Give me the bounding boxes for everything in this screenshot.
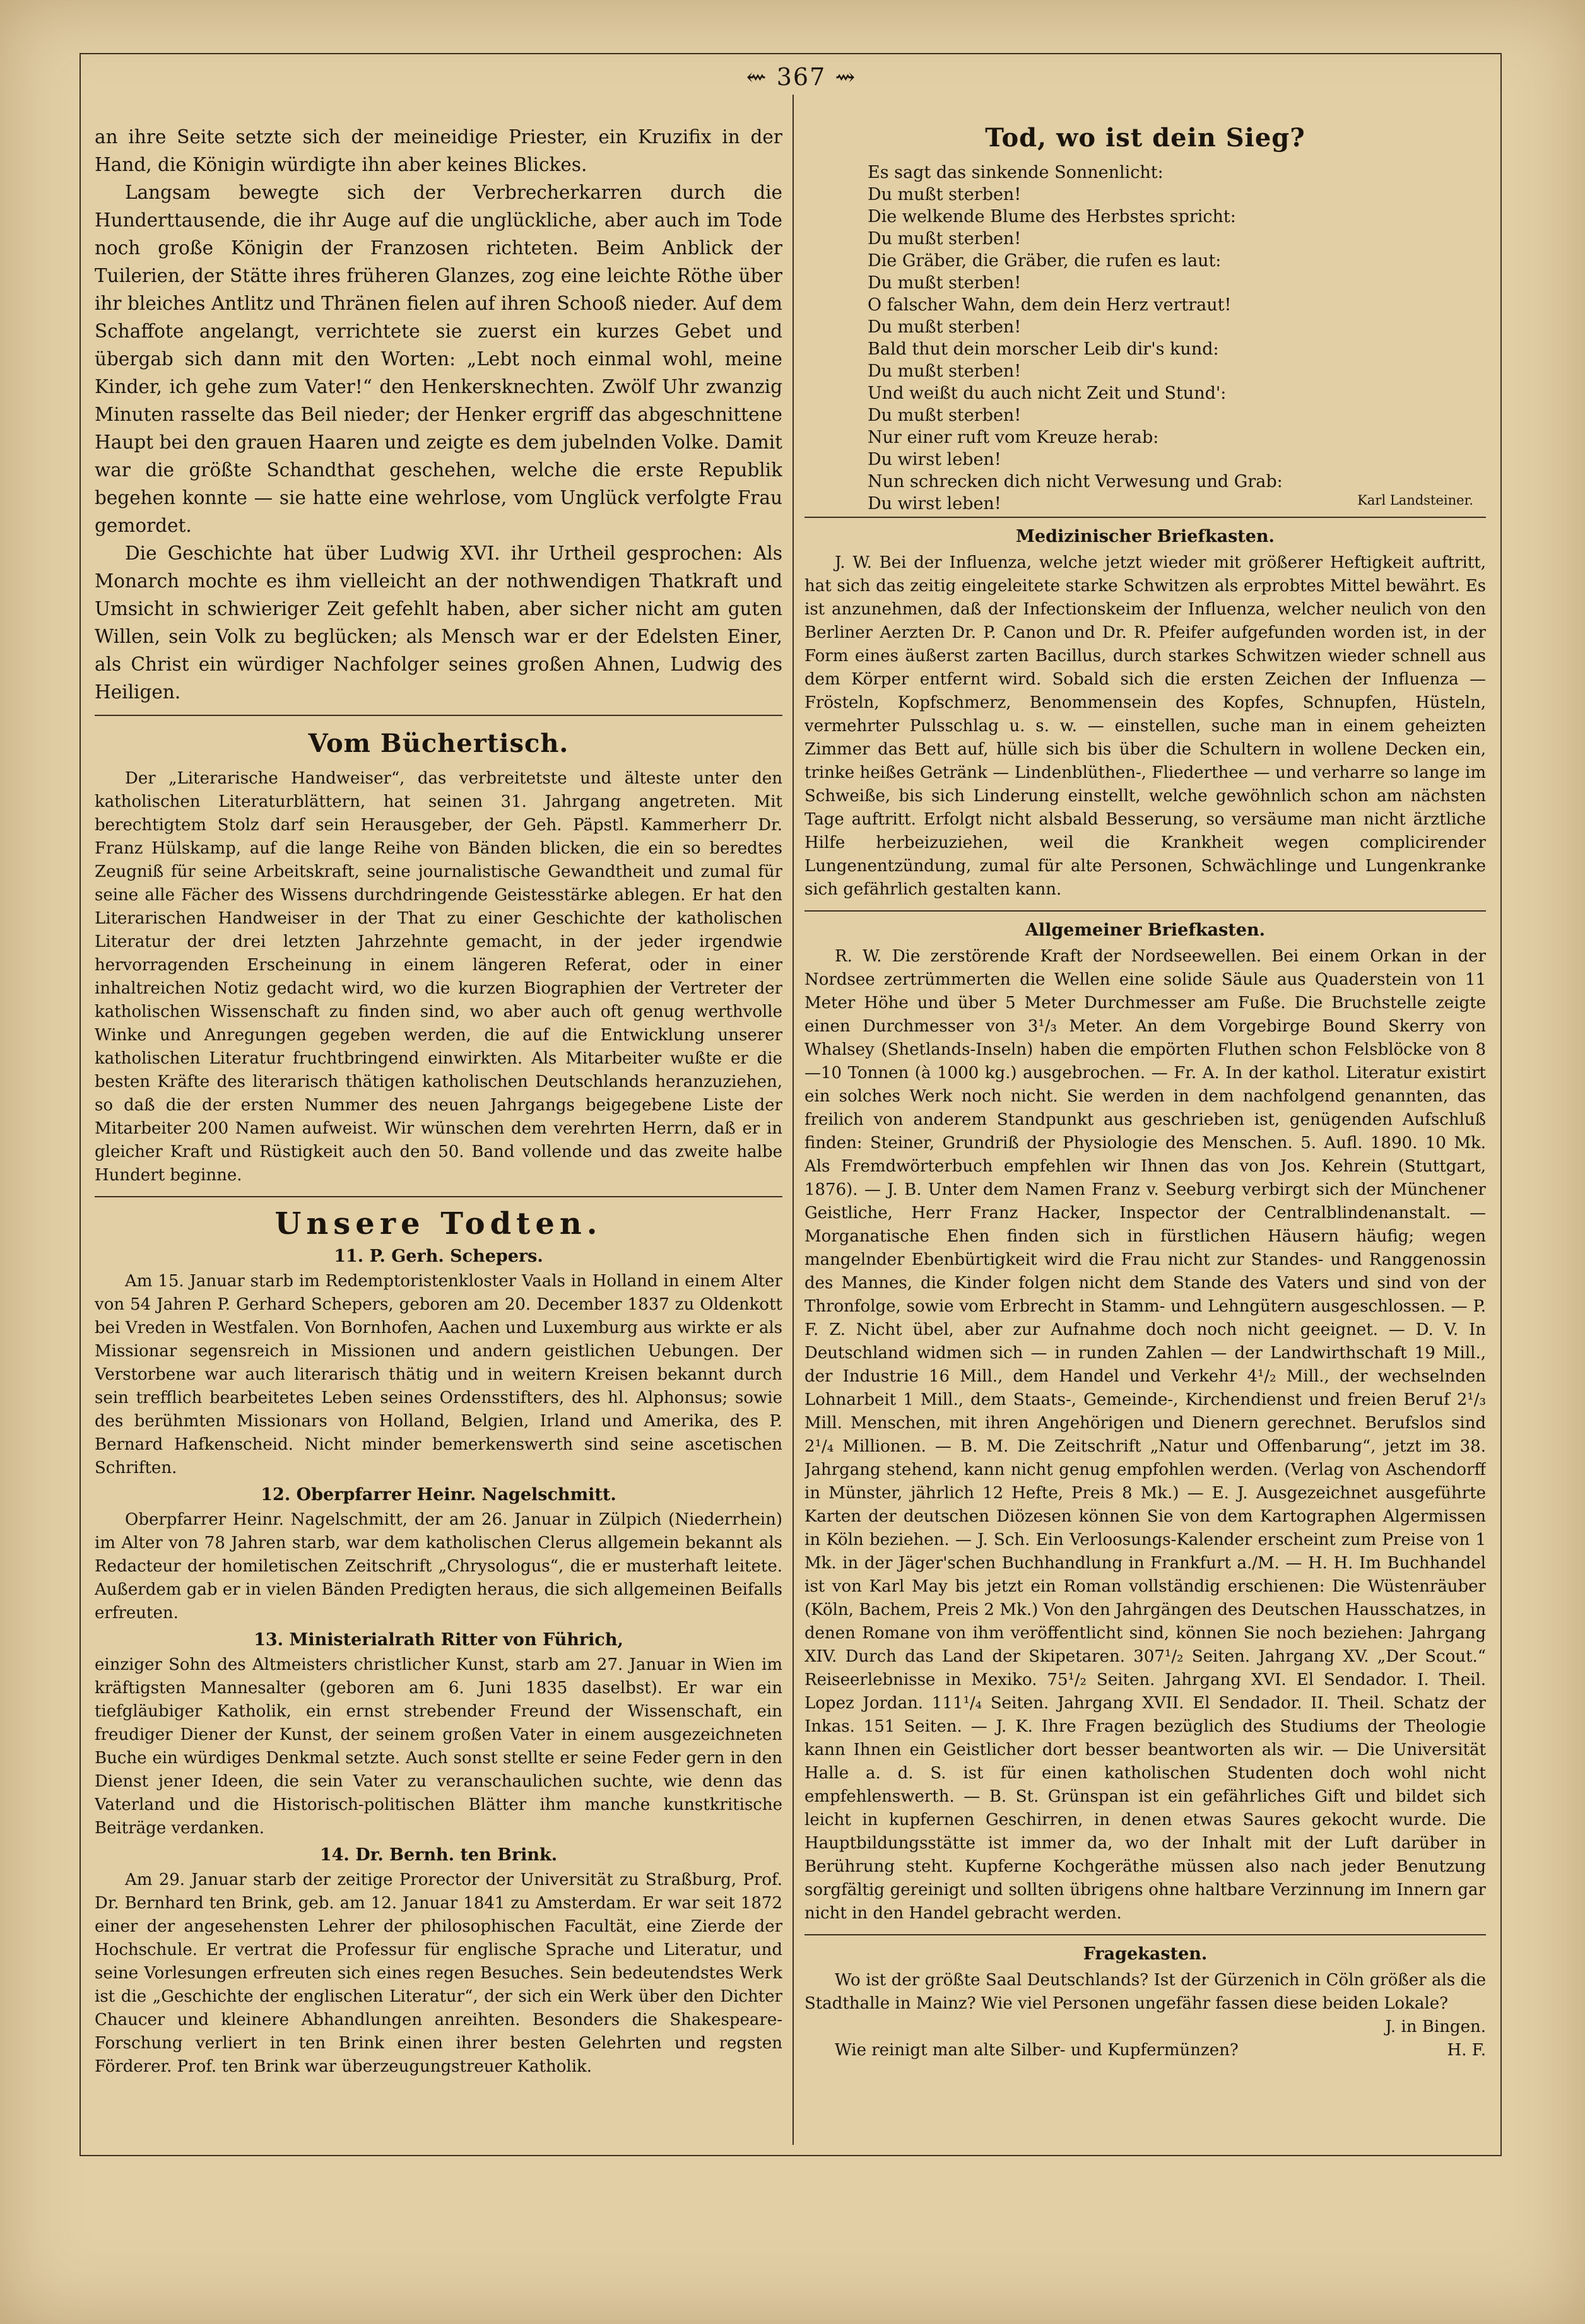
poem bbox=[804, 161, 1486, 515]
page-number: 367 bbox=[776, 63, 827, 91]
paragraph: Langsam bewegte sich der Verbrecherkarren durch die Hunderttausende, die ihr Auge auf die unglückliche, aber auch im Tode noch große Königin der Franzosen richteten. Beim Anblick der Tuilerien, der Stätte ihres früheren Glanzes, zog eine leichte Röthe über ihr bleiches Antlitz und Thränen fielen auf ihren Schooß nieder. Auf dem Schaffote angelangt, verrichtete sie zuerst ein kurzes Gebet und übergab sich dann mit den Worten: „Lebt noch einmal wohl, meine Kinder, ich gehe zum Vater!“ den Henkersknechten. Zwölf Uhr zwanzig Minuten rasselte das Beil nieder; der Henker ergriff das abgeschnittene Haupt bei den grauen Haaren und zeigte es dem jubelnden Volke. Damit war die größte Schandthat geschehen, welche die erste Republik begehen konnte — sie hatte eine wehrlose, vom Unglück verfolgte Frau gemordet. bbox=[95, 182, 782, 536]
section-heading-allgemein: Allgemeiner Briefkasten. bbox=[1025, 920, 1266, 940]
poem-line: Die welkende Blume des Herbstes spricht: bbox=[868, 207, 1236, 226]
poem-line: Du mußt sterben! bbox=[868, 229, 1022, 249]
question bbox=[804, 2039, 1486, 2062]
poem-line: Du mußt sterben! bbox=[868, 406, 1022, 425]
left-column bbox=[95, 123, 782, 2148]
paragraph: an ihre Seite setzte sich der meineidige Priester, ein Kruzifix in der Hand, die Königin würdigte ihn aber keines Blickes. bbox=[95, 126, 782, 175]
question-signature: H. F. bbox=[1447, 2041, 1486, 2060]
paragraph: Der „Literarische Handweiser“, das verbreitetste und älteste unter den katholischen Literaturblättern, hat seinen 31. Jahrgang angetreten. Mit berechtigtem Stolz darf sein Herausgeber, der Geh. Päpstl. Kammerherr Dr. Franz Hülskamp, auf die lange Reihe von Bänden blicken, die ein so beredtes Zeugniß für seine Arbeitskraft, seine journalistische Gewandtheit und zumal für seine alle Fächer des Wissens durchdringende Geistesstärke ablegen. Er hat den Literarischen Handweiser in der That zu einer Geschichte der katholischen Literatur der drei letzten Jahrzehnte gemacht, in der jeder irgendwie hervorragenden Erscheinung in einem längeren Referat, oder in einer inhaltreichen Notiz gedacht wird, wo die kurzen Biographien der Vertreter der katholischen Wissenschaft zu finden sind, wo aber auch oft genug werthvolle Winke und Anregungen gegeben werden, die auf die Entwicklung unserer katholischen Literatur fruchtbringend einwirkten. Als Mitarbeiter wußte er die besten Kräfte des literarisch thätigen katholischen Deutschlands heranzuziehen, so daß die der ersten Nummer des neuen Jahrgangs beigegebene Liste der Mitarbeiter 200 Namen aufweist. Wir wünschen dem verehrten Herrn, daß er in gleicher Kraft und Rüstigkeit auch den 50. Band vollende und das zweite halbe Hundert beginne. bbox=[95, 769, 782, 1185]
question-text: Wie reinigt man alte Silber- und Kupfermünzen? bbox=[835, 2041, 1239, 2060]
poem-line: Du mußt sterben! bbox=[868, 185, 1022, 204]
paragraph: Die Geschichte hat über Ludwig XVI. ihr Urtheil gesprochen: Als Monarch mochte es ihm vielleicht an der nothwendigen Thatkraft und Umsicht in schwieriger Zeit gefehlt haben, aber sicher nicht am guten Willen, sein Volk zu beglücken; als Mensch war er der Edelsten Einer, als Christ ein würdiger Nachfolger seines großen Ahnen, Ludwig des Heiligen. bbox=[95, 543, 782, 703]
question bbox=[804, 1969, 1486, 2036]
section-heading-fragekasten: Fragekasten. bbox=[1083, 1944, 1208, 1964]
poem-heading: Tod, wo ist dein Sieg? bbox=[985, 123, 1305, 153]
section-rule bbox=[804, 1934, 1486, 1935]
section-rule bbox=[804, 517, 1486, 518]
poem-line: Du mußt sterben! bbox=[868, 273, 1022, 293]
ornament-right-icon: ⇝ bbox=[835, 63, 857, 91]
section-heading-todten: Unsere Todten. bbox=[274, 1206, 603, 1241]
question-text: Wo ist der größte Saal Deutschlands? Ist der Gürzenich in Cöln größer als die Stadthalle in Mainz? Wie viel Personen ungefähr fassen diese beiden Lokale? bbox=[804, 1971, 1486, 2013]
poem-line: O falscher Wahn, dem dein Herz vertraut! bbox=[868, 295, 1232, 315]
section-heading-buechertisch: Vom Büchertisch. bbox=[308, 729, 569, 758]
poem-line: Nun schrecken dich nicht Verwesung und Grab: bbox=[868, 472, 1283, 491]
section-rule bbox=[95, 1196, 782, 1197]
obituary-title: 13. Ministerialrath Ritter von Führich, bbox=[254, 1630, 623, 1650]
page-header bbox=[707, 63, 896, 91]
obituary-title: 11. P. Gerh. Schepers. bbox=[334, 1247, 543, 1266]
section-rule bbox=[804, 910, 1486, 912]
poem-line: Du mußt sterben! bbox=[868, 317, 1022, 337]
poem-line: Bald thut dein morscher Leib dir's kund: bbox=[868, 339, 1219, 359]
poem-line: Es sagt das sinkende Sonnenlicht: bbox=[868, 163, 1164, 182]
paragraph: R. W. Die zerstörende Kraft der Nordseewellen. Bei einem Orkan in der Nordsee zertrümmerten die Wellen eine solide Säule aus Quaderstein von 11 Meter Höhe und über 5 Meter Durchmesser am Fuße. Die Bruchstelle zeigte einen Durchmesser von 3¹/₃ Meter. An dem Vorgebirge Bound Skerry von Whalsey (Shetlands-Inseln) haben die empörten Fluthen schon Felsblöcke von 8—10 Tonnen (à 1000 kg.) ausgebrochen. — Fr. A. In der kathol. Literatur existirt ein solches Werk noch nicht. Sie werden in dem nachfolgend genannten, das freilich von anderem Standpunkt aus geschrieben ist, genügenden Aufschluß finden: Steiner, Grundriß der Physiologie des Menschen. 5. Aufl. 1890. 10 Mk. Als Fremdwörterbuch empfehlen wir Ihnen das von Jos. Kehrein (Stuttgart, 1876). — J. B. Unter dem Namen Franz v. Seeburg verbirgt sich der Münchener Geistliche, Herr Franz Hacker, Inspector der Centralblindenanstalt. — Morganatische Ehen finden sich in fürstlichen Häusern häufig; wegen mangelnder Ebenbürtigkeit wird die Frau nicht zur Standes- und Ranggenossin des Mannes, die Kinder folgen nicht dem Stande des Vaters und sind von der Thronfolge, sowie vom Erbrecht in Stamm- und Lehngütern ausgeschlossen. — P. F. Z. Nicht übel, aber zur Aufnahme doch noch nicht geeignet. — D. V. In Deutschland widmen sich — in runden Zahlen — der Landwirthschaft 19 Mill., der Industrie 16 Mill., dem Handel und Verkehr 4¹/₂ Mill., der wechselnden Lohnarbeit 1 Mill., dem Staats-, Gemeinde-, Kirchendienst und freien Beruf 2¹/₃ Mill. Menschen, mit ihren Angehörigen und Dienern gerechnet. Berufslos sind 2¹/₄ Millionen. — B. M. Die Zeitschrift „Natur und Offenbarung“, jetzt im 38. Jahrgang stehend, kann nicht genug empfohlen werden. (Verlag von Aschendorff in Münster, jährlich 12 Hefte, Preis 8 Mk.) — E. J. Ausgezeichnet ausgeführte Karten der deutschen Diözesen können Sie von dem Kartographen Algermissen in Köln beziehen. — J. Sch. Ein Verloosungs-Kalender erscheint zum Preise von 1 Mk. in der Jäger'schen Buchhandlung in Frankfurt a./M. — H. H. Im Buchhandel ist von Karl May bis jetzt ein Roman vollständig erschienen: Die Wüstenräuber (Köln, Bachem, Preis 2 Mk.) Von den Jahrgängen des Deutschen Hausschatzes, in denen Romane von ihm veröffentlicht sind, können Sie noch beziehen: Jahrgang XIV. Durch das Land der Skipetaren. 307¹/₂ Seiten. Jahrgang XV. „Der Scout.“ Reiseerlebnisse in Mexiko. 75¹/₂ Seiten. Jahrgang XVI. El Sendador. I. Theil. Lopez Jordan. 111¹/₄ Seiten. Jahrgang XVII. El Sendador. II. Theil. Schatz der Inkas. 151 Seiten. — J. K. Ihre Fragen bezüglich des Studiums der Theologie kann Ihnen ein Geistlicher dort besser beantworten als wir. — Die Universität Halle a. d. S. ist für einen katholischen Studenten doch wohl nicht empfehlenswerth. — B. St. Grünspan ist ein gefährliches Gift und bildet sich leicht in kupfernen Geschirren, in denen etwas Saures gekocht wurde. Die Hauptbildungsstätte ist immer da, wo der Inhalt mit der Luft darüber in Berührung steht. Kupferne Kochgeräthe müssen also nach jeder Benutzung sorgfältig gereinigt und sollten übrigens ohne haltbare Verzinnung im Innern gar nicht in den Handel gebracht werden. bbox=[804, 947, 1486, 1923]
obituary-text: Am 29. Januar starb der zeitige Prorector der Universität zu Straßburg, Prof. Dr. Bernhard ten Brink, geb. am 12. Januar 1841 zu Amsterdam. Er war seit 1872 einer der angesehensten Lehrer der philosophischen Facultät, eine Zierde der Hochschule. Er vertrat die Professur für englische Sprache und Literatur, und seine Vorlesungen erfreuten sich eines regen Besuches. Sein bedeutendstes Werk ist die „Geschichte der englischen Literatur“, der sich ein Werk über den Dichter Chaucer und kleinere Abhandlungen anreihten. Besonders die Shakespeare-Forschung verliert in ten Brink einen ihrer besten Gelehrten und regsten Förderer. Prof. ten Brink war überzeugungstreuer Katholik. bbox=[95, 1870, 782, 2076]
poem-line: Die Gräber, die Gräber, die rufen es laut: bbox=[868, 251, 1222, 271]
obituary-text: einziger Sohn des Altmeisters christlicher Kunst, starb am 27. Januar in Wien im kräftigsten Mannesalter (geboren am 6. Juni 1835 daselbst). Er war ein tiefgläubiger Katholik, ein ernst strebender Freund der Wissenschaft, ein freudiger Diener der Kunst, der seinem großen Vater in einem ausgezeichneten Buche ein würdiges Denkmal setzte. Auch sonst stellte er seine Feder gern in den Dienst jener Ideen, die sein Vater zu veranschaulichen suchte, wie denn das Vaterland und die Historisch-politischen Blätter ihm manche kunstkritische Beiträge verdanken. bbox=[95, 1655, 782, 1838]
obituary-text: Am 15. Januar starb im Redemptoristenkloster Vaals in Holland in einem Alter von 54 Jahren P. Gerhard Schepers, geboren am 20. December 1837 zu Oldenkott bei Vreden in Westfalen. Von Bornhofen, Aachen und Luxemburg aus wirkte er als Missionar segensreich in Missionen und andern geistlichen Uebungen. Der Verstorbene war auch literarisch thätig und in weitern Kreisen bekannt durch sein trefflich bearbeitetes Leben seines Ordensstifters, des hl. Alphonsus; sowie des berühmten Missionars von Holland, Belgien, Irland und Amerika, des P. Bernard Hafkenscheid. Nicht minder bemerkenswerth sind seine ascetischen Schriften. bbox=[95, 1272, 782, 1477]
right-column bbox=[804, 123, 1486, 2148]
section-heading-medizinisch: Medizinischer Briefkasten. bbox=[1016, 527, 1275, 546]
obituary-title: 14. Dr. Bernh. ten Brink. bbox=[319, 1845, 558, 1865]
poem-line: Und weißt du auch nicht Zeit und Stund': bbox=[868, 384, 1227, 403]
obituary-text: Oberpfarrer Heinr. Nagelschmitt, der am 26. Januar in Zülpich (Niederrhein) im Alter von 78 Jahren starb, war dem katholischen Clerus allgemein bekannt als Redacteur der homiletischen Zeitschrift „Chrysologus“, die er musterhaft leitete. Außerdem gab er in vielen Bänden Predigten heraus, die sich allgemeinen Beifalls erfreuten. bbox=[95, 1510, 782, 1623]
ornament-left-icon: ⇜ bbox=[746, 63, 768, 91]
poem-author: Karl Landsteiner. bbox=[1357, 493, 1473, 508]
column-divider bbox=[792, 95, 794, 2145]
obituary-title: 12. Oberpfarrer Heinr. Nagelschmitt. bbox=[261, 1485, 616, 1505]
poem-line: Nur einer ruft vom Kreuze herab: bbox=[868, 428, 1159, 447]
poem-line: Du mußt sterben! bbox=[868, 361, 1022, 381]
poem-line: Du wirst leben! bbox=[868, 494, 1001, 514]
poem-line: Du wirst leben! bbox=[868, 450, 1001, 469]
section-rule bbox=[95, 715, 782, 716]
question-signature: J. in Bingen. bbox=[1385, 2017, 1486, 2036]
paragraph: J. W. Bei der Influenza, welche jetzt wieder mit größerer Heftigkeit auftritt, hat sich das zeitig eingeleitete starke Schwitzen als erprobtes Mittel bewährt. Es ist anzunehmen, daß der Infectionskeim der Influenza, welcher neulich von den Berliner Aerzten Dr. P. Canon und Dr. R. Pfeifer aufgefunden worden ist, in der Form eines äußerst zarten Bacillus, durch starkes Schwitzen wieder schnell aus dem Körper entfernt wird. Sobald sich die ersten Zeichen der Influenza — Frösteln, Kopfschmerz, Benommensein des Kopfes, Schnupfen, Hüsteln, vermehrter Pulsschlag u. s. w. — einstellen, suche man in einem geheizten Zimmer das Bett auf, hülle sich bis über die Schultern in wollene Decken ein, trinke heißes Getränk — Lindenblüthen-, Fliederthee — und verharre so lange im Schweiße, bis sich Linderung einstellt, welche gewöhnlich schon am nächsten Tage auftritt. Erfolgt nicht alsbald Besserung, so versäume man nicht ärztliche Hilfe herbeizuziehen, weil die Krankheit wegen complicirender Lungenentzündung, zumal für alte Personen, Schwächlinge und Lungenkranke sich gefährlich gestalten kann. bbox=[804, 553, 1486, 899]
